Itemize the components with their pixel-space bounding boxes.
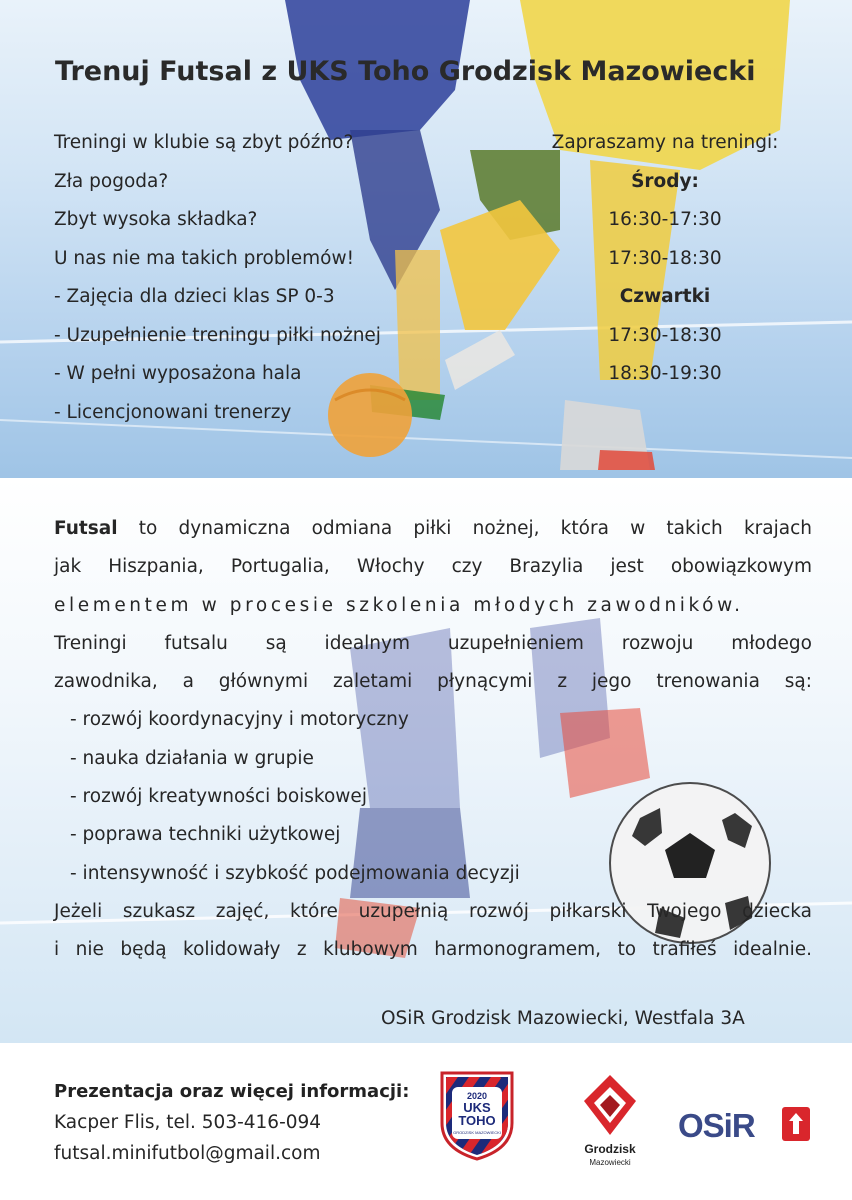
list-item: - Licencjonowani trenerzy (54, 401, 292, 423)
uks-logo-line2: TOHO (458, 1113, 496, 1128)
grodzisk-mazowiecki-logo (570, 1073, 650, 1173)
schedule-day-wednesday: Środy: (631, 170, 699, 192)
description-line: Treningi futsalu są idealnym uzupełnieniem rozwoju młodego (54, 632, 812, 654)
schedule-slot: 17:30-18:30 (608, 247, 722, 269)
uks-logo-sub: GRODZISK MAZOWIECKI (453, 1130, 501, 1135)
list-item: Zbyt wysoka składka? (54, 209, 258, 230)
schedule-slot: 17:30-18:30 (608, 324, 722, 346)
futsal-keyword: Futsal (54, 518, 118, 539)
list-item: Zła pogoda? (54, 170, 169, 192)
uks-logo-year: 2020 (466, 1091, 488, 1101)
benefit-item: - nauka działania w grupie (70, 747, 314, 769)
uks-toho-logo (440, 1071, 514, 1161)
benefit-item: - rozwój kreatywności boiskowej (70, 786, 367, 808)
osir-logo-text: OSiR (678, 1107, 755, 1144)
description-line: i nie będą kolidowały z klubowym harmonogramem, to trafiłeś idealnie. (54, 939, 812, 961)
grodzisk-logo-name: Grodzisk (584, 1142, 636, 1156)
schedule-slot: 16:30-17:30 (608, 209, 722, 230)
venue-address: OSiR Grodzisk Mazowiecki, Westfala 3A (381, 1008, 745, 1029)
benefit-item: - poprawa techniki użytkowej (70, 824, 341, 846)
benefit-item: - intensywność i szybkość podejmowania decyzji (70, 862, 520, 884)
list-item: - W pełni wyposażona hala (54, 363, 302, 384)
benefits-questions-list (54, 124, 381, 432)
schedule-day-thursday: Czwartki (619, 286, 711, 307)
page-title: Trenuj Futsal z UKS Toho Grodzisk Mazowiecki (55, 56, 756, 87)
description-line: zawodnika, a głównymi zaletami płynącymi z jego trenowania są: (54, 671, 812, 693)
schedule-intro: Zapraszamy na treningi: (551, 132, 779, 153)
list-item: - Zajęcia dla dzieci klas SP 0-3 (54, 286, 335, 307)
contact-phone: Kacper Flis, tel. 503-416-094 (54, 1112, 322, 1133)
schedule-slot: 18:30-19:30 (608, 363, 722, 384)
list-item: Treningi w klubie są zbyt późno? (54, 132, 354, 153)
description-line: Jeżeli szukasz zajęć, które uzupełnią rozwój piłkarski Twojego dziecka (54, 900, 812, 922)
futsal-description (54, 510, 812, 970)
description-line: Futsal to dynamiczna odmiana piłki nożnej, która w takich krajach (54, 518, 812, 539)
list-item: U nas nie ma takich problemów! (54, 247, 355, 269)
contact-title: Prezentacja oraz więcej informacji: (54, 1081, 410, 1102)
contact-email[interactable]: futsal.minifutbol@gmail.com (54, 1143, 321, 1164)
uks-logo-line1: UKS (463, 1100, 491, 1115)
description-line: jak Hiszpania, Portugalia, Włochy czy Brazylia jest obowiązkowym (54, 556, 812, 578)
grodzisk-logo-sub: Mazowiecki (589, 1158, 631, 1167)
description-line: elementem w procesie szkolenia młodych zawodników. (54, 594, 744, 616)
training-schedule (520, 124, 810, 394)
list-item: - Uzupełnienie treningu piłki nożnej (54, 324, 381, 346)
osir-logo (676, 1104, 812, 1144)
benefit-item: - rozwój koordynacyjny i motoryczny (70, 709, 409, 731)
